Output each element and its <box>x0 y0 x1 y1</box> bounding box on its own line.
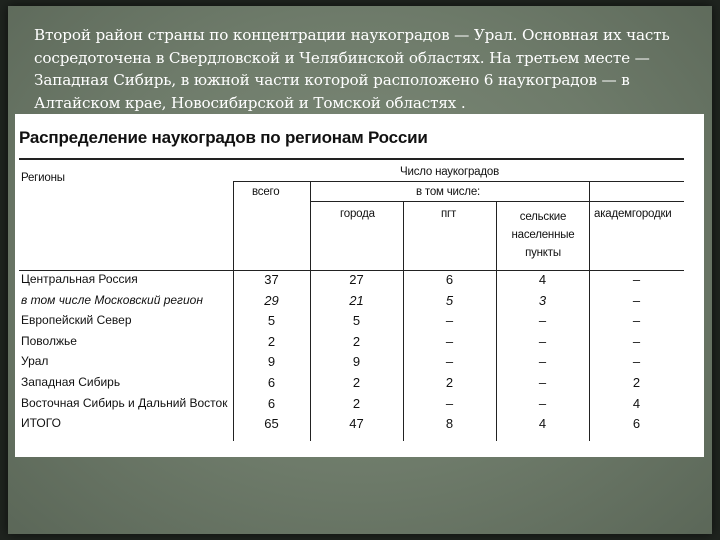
cell-total: 2 <box>267 333 276 349</box>
cell-academ: – <box>632 333 641 349</box>
header-regions: Регионы <box>21 172 65 184</box>
cell-total: 65 <box>264 416 279 432</box>
cell-rural: 4 <box>538 272 547 287</box>
cell-rural: 4 <box>538 416 547 432</box>
table-top-rule <box>19 158 684 160</box>
cell-academ: 6 <box>632 416 641 432</box>
cell-rural: – <box>538 333 547 349</box>
cell-academ: – <box>632 313 641 329</box>
table-panel <box>15 114 704 457</box>
row-region: ИТОГО <box>21 416 61 431</box>
cell-total: 9 <box>267 354 276 370</box>
slide <box>8 6 712 534</box>
header-rule-group <box>233 181 684 182</box>
cell-cities: 21 <box>349 292 364 308</box>
row-region: Поволжье <box>21 333 77 348</box>
cell-total: 29 <box>264 292 279 308</box>
row-region: Европейский Север <box>21 313 132 328</box>
cell-rural: – <box>538 395 547 411</box>
header-rule-subgroup <box>310 201 684 202</box>
row-region: в том числе Московский регион <box>21 292 203 307</box>
cell-pgt: 8 <box>445 416 454 432</box>
cell-rural: 3 <box>538 292 547 308</box>
cell-academ: 4 <box>632 395 641 411</box>
row-region: Урал <box>21 354 49 369</box>
cell-total: 6 <box>267 395 276 411</box>
cell-cities: 2 <box>352 375 361 390</box>
cell-pgt: – <box>445 395 454 411</box>
row-region: Центральная Россия <box>21 272 138 286</box>
header-rural: сельские населенные пункты <box>511 211 575 259</box>
cell-cities: 2 <box>352 333 361 349</box>
cell-cities: 2 <box>352 395 361 411</box>
cell-rural: – <box>538 375 547 390</box>
cell-pgt: – <box>445 313 454 329</box>
row-region: Восточная Сибирь и Дальний Восток <box>21 395 228 410</box>
cell-total: 6 <box>267 375 276 390</box>
cell-academ: 2 <box>632 375 641 390</box>
cell-pgt: 2 <box>445 375 454 390</box>
cell-cities: 9 <box>352 354 361 370</box>
header-subgroup: в том числе: <box>416 186 481 198</box>
cell-rural: – <box>538 313 547 329</box>
table-title: Распределение наукоградов по регионам России <box>19 128 428 147</box>
cell-cities: 27 <box>349 272 364 287</box>
cell-pgt: 6 <box>445 272 454 287</box>
cell-pgt: – <box>445 354 454 370</box>
cell-total: 37 <box>264 272 279 287</box>
header-group: Число наукоградов <box>400 166 499 178</box>
cell-pgt: – <box>445 333 454 349</box>
header-total: всего <box>252 186 280 198</box>
intro-paragraph: Второй район страны по концентрации наукоградов — Урал. Основная их часть сосредоточена в Свердловской и Челябинской областях. На третьем месте — Западная Сибирь, в южной части которой расположено 6 наукоградов — в Алтайском крае, Новосибирской и Томской областях . <box>34 26 670 112</box>
cell-academ: – <box>632 354 641 370</box>
cell-academ: – <box>632 272 641 287</box>
cell-academ: – <box>632 292 641 308</box>
header-pgt: пгт <box>441 208 457 220</box>
cell-cities: 47 <box>349 416 364 432</box>
cell-cities: 5 <box>352 313 361 329</box>
cell-total: 5 <box>267 313 276 329</box>
header-bottom-rule <box>19 270 684 271</box>
header-academ: академгородки <box>594 208 672 220</box>
header-cities: города <box>340 208 375 220</box>
row-region: Западная Сибирь <box>21 375 121 389</box>
cell-pgt: 5 <box>445 292 454 308</box>
cell-rural: – <box>538 354 547 370</box>
